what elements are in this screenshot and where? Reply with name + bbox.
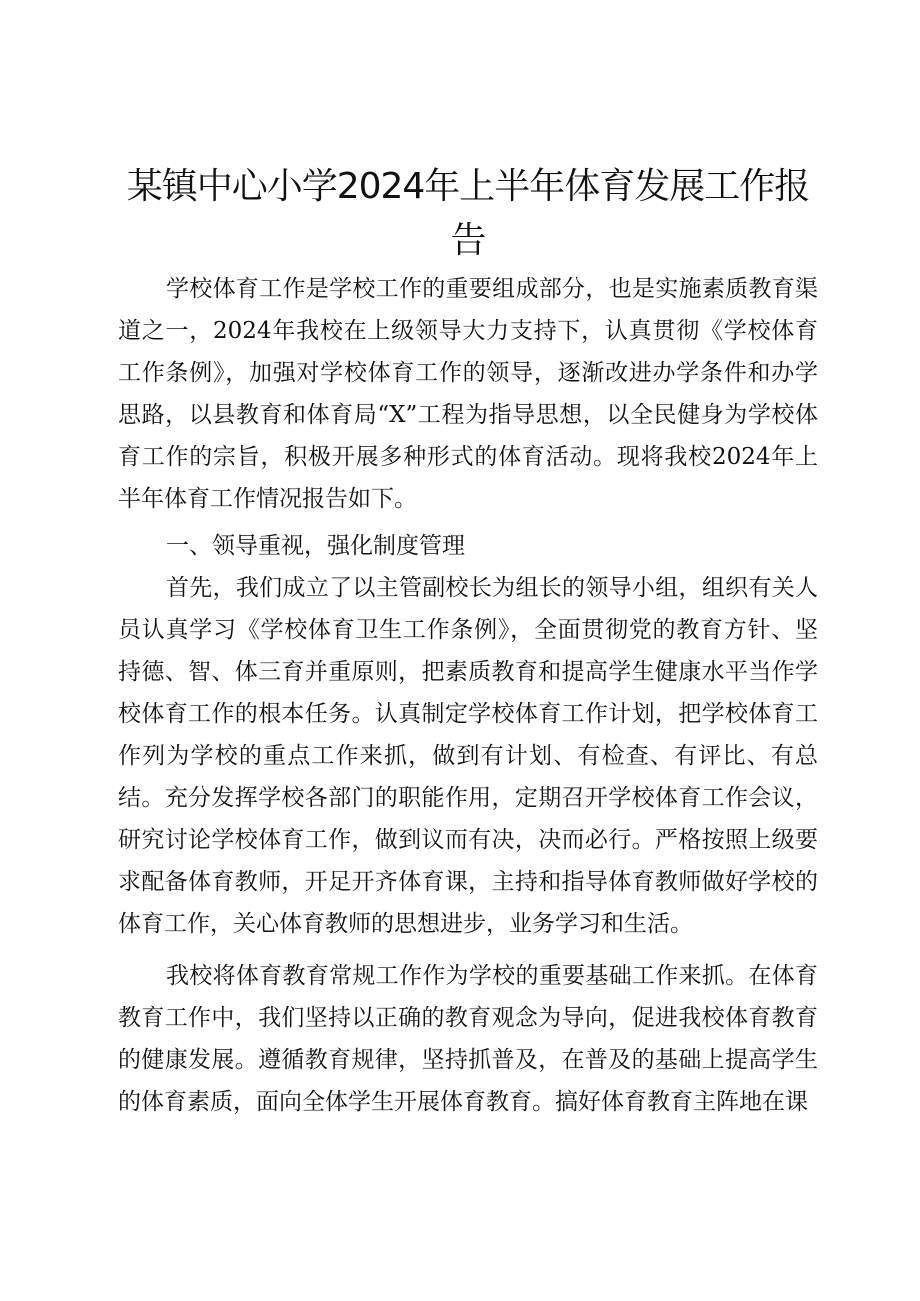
body-paragraph: 首先，我们成立了以主管副校长为组长的领导小组，组织有关人员认真学习《学校体育卫生工作条例》，全面贯彻党的教育方针、坚持德、智、体三育并重原则，把素质教育和提高学生健康水平当作学校体育工作的根本任务。认真制定学校体育工作计划，把学校体育工作列为学校的重点工作来抓，做到有计划、有检查、有评比、有总结。充分发挥学校各部门的职能作用，定期召开学校体育工作会议，研究讨论学校体育工作，做到议而有决，决而必行。严格按照上级要求配备体育教师，开足开齐体育课，主持和指导体育教师做好学校的体育工作，关心体育教师的思想进步，业务学习和生活。 xyxy=(118,575,818,937)
document-title: 某镇中心小学2024年上半年体育发展工作报告 xyxy=(126,166,810,261)
body-paragraph: 我校将体育教育常规工作作为学校的重要基础工作来抓。在体育教育工作中，我们坚持以正确的教育观念为导向，促进我校体育教育的健康发展。遵循教育规律，坚持抓普及，在普及的基础上提高学生的体育素质，面向全体学生开展体育教育。搞好体育教育主阵地在课 xyxy=(118,963,818,1115)
intro-paragraph: 学校体育工作是学校工作的重要组成部分，也是实施素质教育渠道之一，2024年我校在上级领导大力支持下，认真贯彻《学校体育工作条例》，加强对学校体育工作的领导，逐渐改进办学条件和办学思路，以县教育和体育局“X”工程为指导思想，以全民健身为学校体育工作的宗旨，积极开展多种形式的体育活动。现将我校2024年上半年体育工作情况报告如下。 xyxy=(118,276,818,512)
section-heading: 一、领导重视，强化制度管理 xyxy=(166,533,465,559)
